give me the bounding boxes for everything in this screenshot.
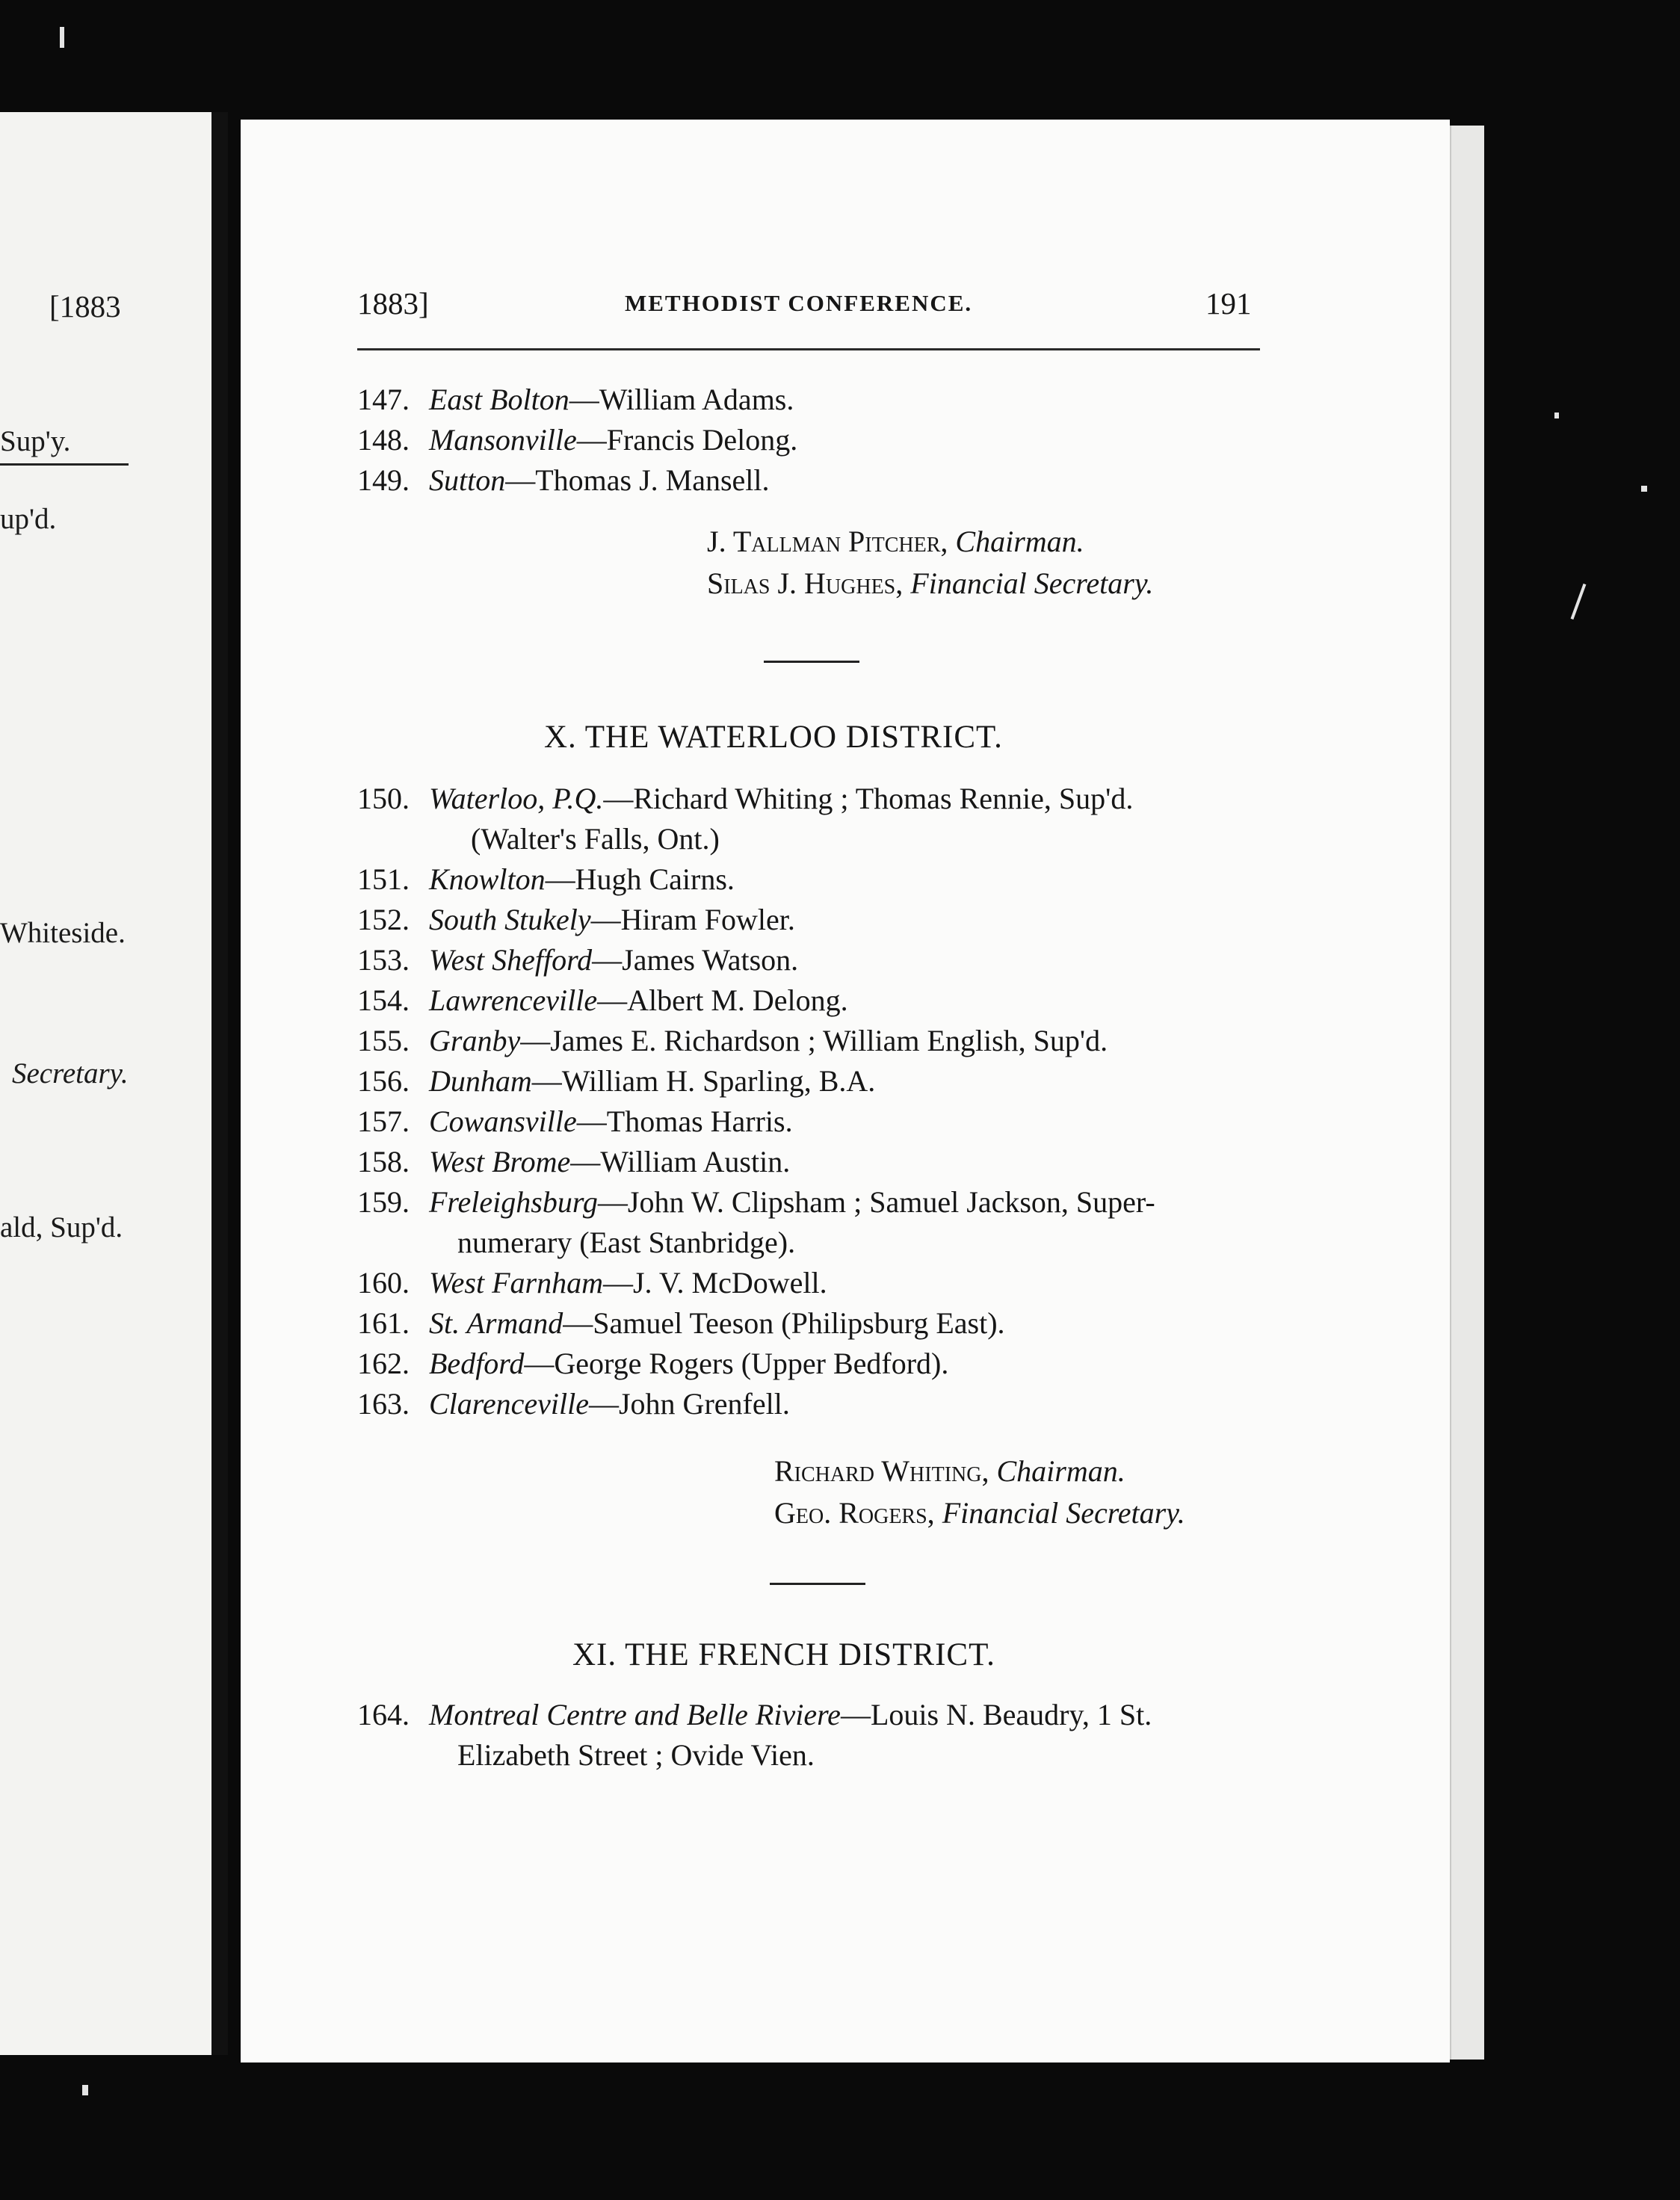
left-page-rule: [0, 463, 129, 466]
list-item: 150. Waterloo, P.Q.—Richard Whiting ; Thomas Rennie, Sup'd.: [357, 782, 1134, 815]
section-b-chairman: Richard Whiting, Chairman.: [774, 1454, 1125, 1488]
scan-speck: [1554, 412, 1559, 418]
header-rule: [357, 348, 1260, 350]
list-item-continuation: numerary (East Stanbridge).: [457, 1226, 796, 1259]
section-b-entries: [357, 779, 1291, 1424]
left-line-4: Secretary.: [12, 1057, 129, 1090]
scan-speck: [1571, 584, 1587, 619]
list-item: 157. Cowansville—Thomas Harris.: [357, 1104, 793, 1138]
scan-speck: [1641, 486, 1647, 492]
left-page-header: [1883: [49, 289, 121, 324]
list-item: 161. St. Armand—Samuel Teeson (Philipsburg East).: [357, 1306, 1005, 1340]
list-item: 152. South Stukely—Hiram Fowler.: [357, 903, 795, 936]
page-number: 191: [1205, 286, 1252, 321]
left-line-2: up'd.: [0, 503, 57, 535]
list-item: 148. Mansonville—Francis Delong.: [357, 423, 798, 457]
section-a-chairman: J. Tallman Pitcher, Chairman.: [707, 525, 1084, 558]
header-year: 1883]: [357, 286, 429, 321]
list-item: 153. West Shefford—James Watson.: [357, 943, 799, 977]
page-edge: [1450, 126, 1484, 2060]
left-line-3: Whiteside.: [0, 917, 126, 949]
section-divider-2: [770, 1583, 865, 1585]
list-item: 154. Lawrenceville—Albert M. Delong.: [357, 983, 848, 1017]
list-item: 151. Knowlton—Hugh Cairns.: [357, 862, 735, 896]
section-heading-french: XI. THE FRENCH DISTRICT.: [572, 1637, 995, 1672]
list-item: 159. Freleighsburg—John W. Clipsham ; Samuel Jackson, Super-: [357, 1185, 1155, 1219]
section-divider-1: [764, 661, 859, 663]
list-item: 149. Sutton—Thomas J. Mansell.: [357, 463, 770, 497]
section-b-secretary: Geo. Rogers, Financial Secretary.: [774, 1496, 1185, 1530]
list-item: 163. Clarenceville—John Grenfell.: [357, 1387, 790, 1421]
list-item: 158. West Brome—William Austin.: [357, 1145, 791, 1178]
list-item: 160. West Farnham—J. V. McDowell.: [357, 1266, 827, 1300]
section-a-entries: [357, 380, 1291, 501]
section-heading-waterloo: X. THE WATERLOO DISTRICT.: [544, 720, 1003, 755]
running-header: [357, 285, 1261, 330]
book-spine: [211, 112, 228, 2055]
scan-speck: [82, 2085, 88, 2095]
section-a-secretary: Silas J. Hughes, Financial Secretary.: [707, 566, 1154, 600]
list-item: 162. Bedford—George Rogers (Upper Bedford).: [357, 1347, 949, 1380]
list-item: 156. Dunham—William H. Sparling, B.A.: [357, 1064, 876, 1098]
header-title: METHODIST CONFERENCE.: [625, 290, 973, 316]
list-item: 147. East Bolton—William Adams.: [357, 383, 794, 416]
list-item: 164. Montreal Centre and Belle Riviere—Louis N. Beaudry, 1 St.: [357, 1698, 1152, 1731]
left-line-5: ald, Sup'd.: [0, 1211, 123, 1243]
list-item-continuation: (Walter's Falls, Ont.): [471, 822, 720, 856]
left-page-fragment: [0, 112, 211, 2055]
left-line-1: Sup'y.: [0, 425, 71, 457]
list-item: 155. Granby—James E. Richardson ; William English, Sup'd.: [357, 1024, 1108, 1057]
scan-speck: [60, 27, 64, 48]
section-c-entries: [357, 1695, 1291, 1776]
list-item-continuation: Elizabeth Street ; Ovide Vien.: [457, 1738, 815, 1772]
